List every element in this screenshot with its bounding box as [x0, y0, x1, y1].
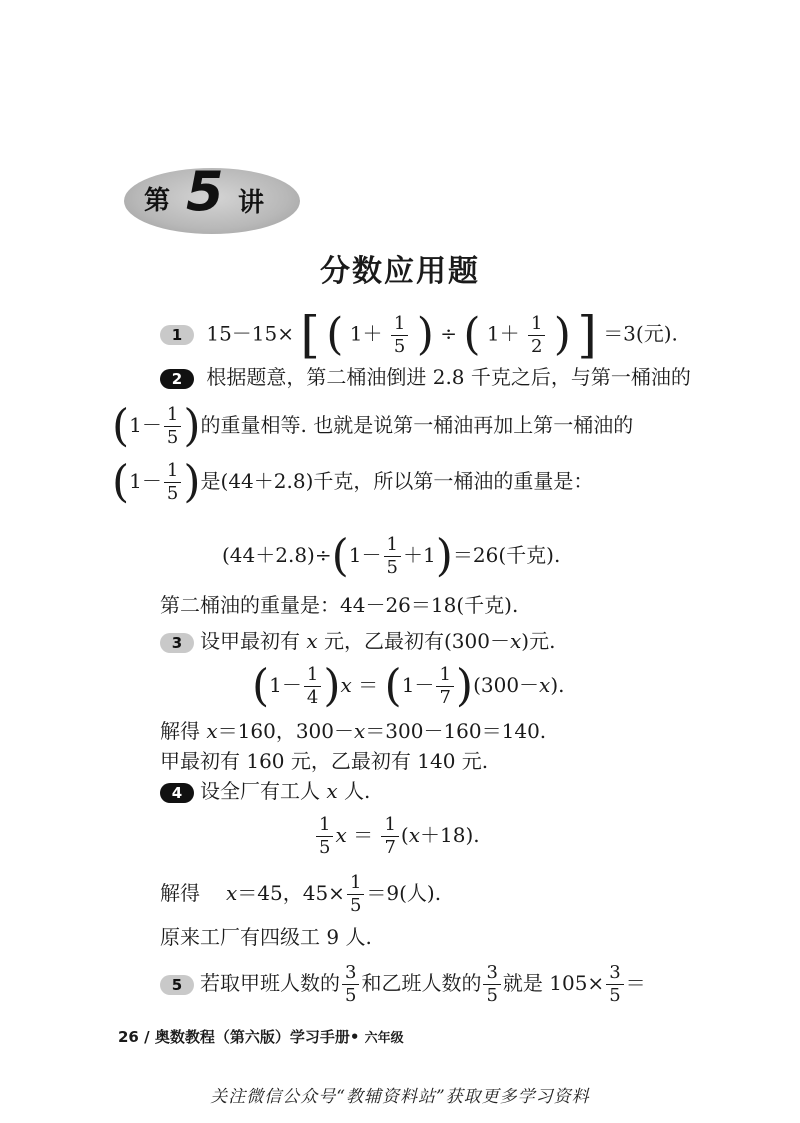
problem-1-number: 1	[160, 325, 194, 345]
problem-4-equation: $\frac{1}{5}$ x ＝ $\frac{1}{7}$ (x＋18).	[314, 814, 480, 859]
p4-solution-fraction: $\frac{1}{5}$	[347, 872, 364, 917]
p2-l3-fraction: $\frac{1}{5}$	[164, 460, 181, 505]
p1-lbracket: [	[300, 306, 320, 364]
problem-3-solution: 解得 x＝160，300－x＝300－160＝140.	[160, 719, 547, 743]
lecture-jiang: 讲	[238, 188, 265, 218]
problem-3-equation: (1－ $\frac{1}{4}$ )x ＝ (1－ $\frac{1}{7}$ )(300－x).	[252, 660, 565, 712]
problem-4-solution: 解得 x＝45，45× $\frac{1}{5}$ ＝9(人).	[160, 872, 442, 916]
p5-fraction-3: $\frac{3}{5}$	[606, 962, 623, 1007]
p1-text-c: ÷	[440, 321, 457, 346]
p1-text-a: 15－15×	[206, 321, 295, 346]
p3-eq-fraction-1: $\frac{1}{4}$	[304, 664, 321, 709]
var-x: x	[509, 629, 522, 653]
problem-1	[160, 306, 678, 364]
lecture-number: 5	[186, 160, 224, 223]
problem-2-line-5: 第二桶油的重量是：44－26＝18(千克).	[160, 593, 519, 617]
p2-eq-b: 1－	[348, 543, 382, 567]
book-title: 奥数教程（第六版）学习手册	[154, 1028, 350, 1046]
p4-eq-fraction-1: $\frac{1}{5}$	[316, 814, 333, 859]
p2-l2-pre: 1－	[129, 413, 162, 437]
lecture-di: 第	[144, 186, 171, 216]
p1-lparen1: (	[326, 309, 344, 360]
p2-eq-a: (44＋2.8)÷	[222, 543, 332, 567]
problem-3-line-1: 3 设甲最初有 x 元，乙最初有(300－x)元.	[160, 626, 555, 656]
problem-3-answer: 甲最初有 160 元，乙最初有 140 元.	[160, 749, 489, 773]
p2-line-1: 根据题意，第二桶油倒进 2.8 千克之后，与第一桶油的	[206, 365, 691, 389]
problem-4-line-1: 4 设全厂有工人 x 人.	[160, 776, 370, 806]
var-x: x	[306, 629, 318, 653]
page-footer	[118, 1026, 404, 1047]
p1-fraction-1: $\frac{1}{5}$	[391, 313, 408, 358]
p1-fraction-2: $\frac{1}{2}$	[528, 313, 545, 358]
p1-rbracket: ]	[577, 306, 597, 364]
p5-fraction-2: $\frac{3}{5}$	[483, 962, 500, 1007]
problem-2-line-2: (1－ $\frac{1}{5}$ )的重量相等. 也就是说第一桶油再加上第一桶油的	[112, 400, 634, 452]
p1-lparen2: (	[463, 309, 481, 360]
bottom-note: 关注微信公众号“教辅资料站”获取更多学习资料	[210, 1087, 590, 1107]
p1-text-b: 1＋	[349, 321, 383, 346]
p1-rparen1: )	[416, 309, 434, 360]
page-title: 分数应用题	[320, 254, 480, 289]
problem-4-answer: 原来工厂有四级工 9 人.	[160, 925, 372, 949]
p2-l3-pre: 1－	[129, 469, 162, 493]
p2-l3-post: 是(44＋2.8)千克，所以第一桶油的重量是：	[200, 469, 594, 493]
p2-l2-fraction: $\frac{1}{5}$	[164, 404, 181, 449]
problem-2-line-3: (1－ $\frac{1}{5}$ )是(44＋2.8)千克，所以第一桶油的重量是：	[112, 456, 594, 508]
p3-eq-fraction-2: $\frac{1}{7}$	[436, 664, 453, 709]
grade-label: 六年级	[364, 1031, 404, 1046]
page-number: 26	[118, 1028, 139, 1046]
problem-2-line-1	[160, 362, 691, 392]
problem-3-number: 3	[160, 633, 194, 653]
footer-dot: •	[349, 1028, 360, 1046]
p2-eq-fraction: $\frac{1}{5}$	[384, 534, 401, 579]
p2-eq-c: ＋1	[402, 543, 436, 567]
p2-eq-d: ＝26(千克).	[452, 543, 561, 567]
p2-l2-post: 的重量相等. 也就是说第一桶油再加上第一桶油的	[200, 413, 634, 437]
p4-eq-fraction-2: $\frac{1}{7}$	[381, 814, 398, 859]
p1-text-b2: 1＋	[486, 321, 520, 346]
p1-text-e: ＝3(元).	[603, 321, 678, 346]
problem-5-line-1: 5 若取甲班人数的 $\frac{3}{5}$ 和乙班人数的 $\frac{3}{5}$ 就是 105× $\frac{3}{5}$ ＝	[160, 962, 646, 1007]
problem-4-number: 4	[160, 783, 194, 803]
problem-2-equation: (44＋2.8)÷(1－ $\frac{1}{5}$ ＋1)＝26(千克).	[222, 530, 561, 582]
p5-fraction-1: $\frac{3}{5}$	[342, 962, 359, 1007]
footer-slash: /	[144, 1028, 150, 1046]
problem-2-number: 2	[160, 369, 194, 389]
problem-5-number: 5	[160, 975, 194, 995]
p1-rparen2: )	[553, 309, 571, 360]
